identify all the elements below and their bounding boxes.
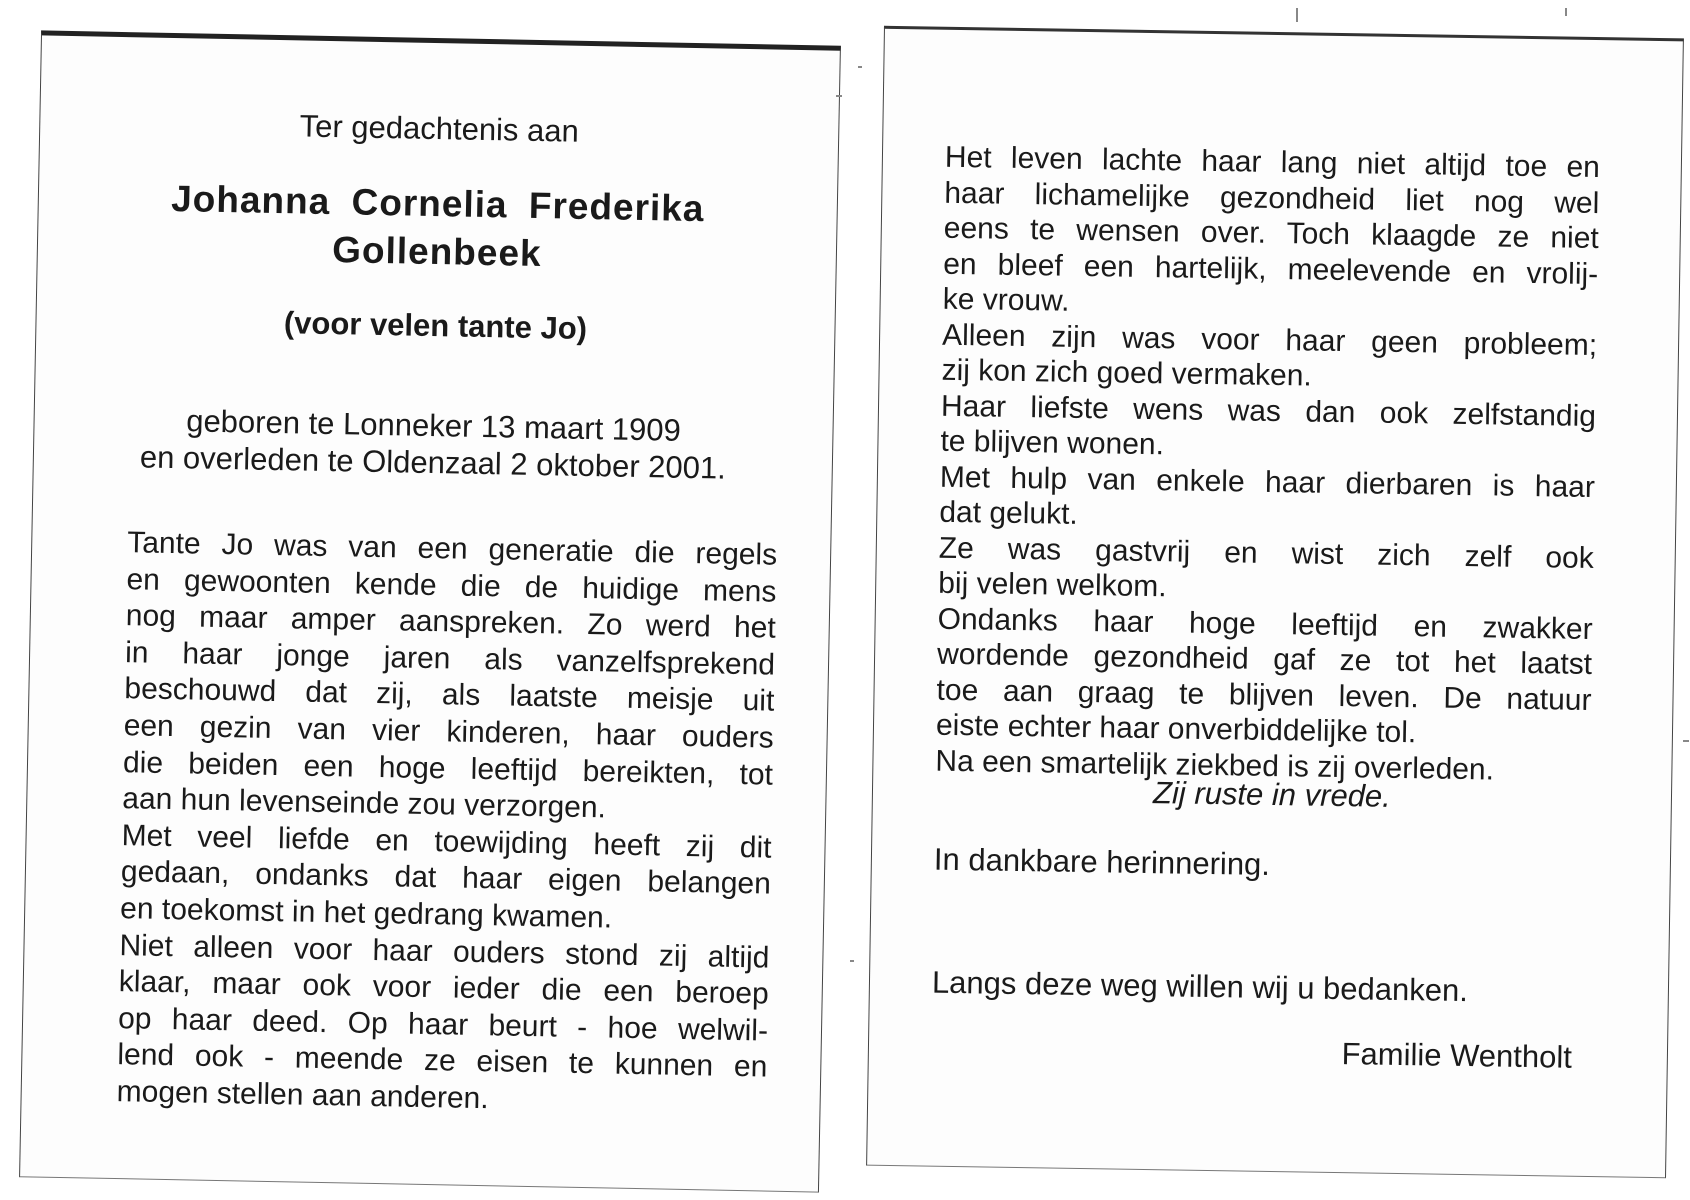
text-line: en gewoonten kende die de huidige mens [126, 562, 777, 609]
text-line: haar lichamelijke gezondheid liet nog wel [944, 176, 1600, 220]
text-line: lend ook - meende ze eisen te kunnen en [117, 1038, 768, 1084]
text-line: een gezin van vier kinderen, haar ouders [123, 709, 774, 755]
text-line: wordende gezondheid gaf ze tot het laatst [936, 637, 1593, 681]
text-line: dat gelukt. [939, 495, 1079, 531]
text-line: aan hun levenseinde zou verzorgen. [122, 782, 607, 825]
text-line: op haar deed. Op haar beurt - hoe welwil- [117, 1001, 769, 1048]
text-line: klaar, maar ook voor ieder die een beroep [118, 965, 770, 1011]
text-line: Met hulp van enkele haar dierbaren is haar [939, 460, 1596, 504]
scan-speck [850, 960, 854, 962]
biography-paragraph [116, 525, 777, 1123]
nickname: (voor velen tante Jo) [283, 305, 588, 346]
text-line: gedaan, ondanks dat haar eigen belangen [120, 855, 772, 901]
rest-in-peace: Zij ruste in vrede. [1152, 775, 1392, 814]
memorial-card-right [866, 26, 1684, 1178]
text-line: te blijven wonen. [940, 424, 1165, 462]
text-line: Ze was gastvrij en wist zich zelf ook [938, 531, 1594, 575]
text-line: Tante Jo was van een generatie die regels [126, 526, 778, 572]
deceased-name: Johanna Cornelia Frederika [170, 177, 705, 230]
thanks-line: Langs deze weg willen wij u bedanken. [931, 964, 1469, 1009]
family-signature: Familie Wentholt [1341, 1036, 1573, 1075]
intro-text: Ter gedachtenis aan [299, 108, 580, 149]
scan-speck [836, 95, 842, 97]
memorial-card-left [19, 30, 841, 1192]
text-line: Met veel liefde en toewijding heeft zij dit [121, 818, 772, 865]
birth-line: geboren te Lonneker 13 maart 1909 [185, 403, 682, 448]
scan-speck [1296, 8, 1298, 22]
tribute-paragraph [935, 140, 1600, 789]
text-line: Haar liefste wens was dan ook zelfstandig [940, 389, 1597, 433]
scan-speck [858, 66, 862, 68]
text-line: Niet alleen voor haar ouders stond zij altijd [119, 928, 770, 975]
text-line: in haar jonge jaren als vanzelfsprekend [124, 635, 776, 682]
text-line: eens te wensen over. Toch klaagde ze niet [943, 211, 1600, 256]
text-line: bij velen welkom. [937, 566, 1167, 604]
text-line: Ondanks haar hoge leeftijd en zwakker [937, 602, 1593, 646]
text-line: ke vrouw. [942, 282, 1070, 318]
scan-speck [1565, 8, 1567, 16]
text-line: Alleen zijn was voor haar geen probleem; [941, 318, 1598, 362]
text-line: Na een smartelijk ziekbed is zij overleden. [935, 744, 1495, 786]
text-line: Het leven lachte haar lang niet altijd toe en [944, 140, 1601, 185]
text-line: nog maar amper aanspreken. Zo werd het [125, 599, 777, 645]
text-line: toe aan graag te blijven leven. De natuur [936, 673, 1592, 717]
text-line: eiste echter haar onverbiddelijke tol. [935, 708, 1417, 750]
text-line: mogen stellen aan anderen. [116, 1074, 489, 1116]
text-line: en bleef een hartelijk, meelevende en vrolij- [943, 247, 1599, 291]
text-line: die beiden een hoge leeftijd bereikten, tot [122, 745, 774, 792]
deceased-surname: Gollenbeek [331, 229, 543, 275]
gratitude-line: In dankbare herinnering. [933, 841, 1271, 882]
text-line: zij kon zich goed vermaken. [941, 353, 1313, 393]
scan-speck [1683, 740, 1689, 742]
text-line: en toekomst in het gedrang kwamen. [119, 892, 613, 935]
text-line: beschouwd dat zij, als laatste meisje uit [124, 672, 775, 718]
death-line: en overleden te Oldenzaal 2 oktober 2001. [139, 439, 727, 486]
